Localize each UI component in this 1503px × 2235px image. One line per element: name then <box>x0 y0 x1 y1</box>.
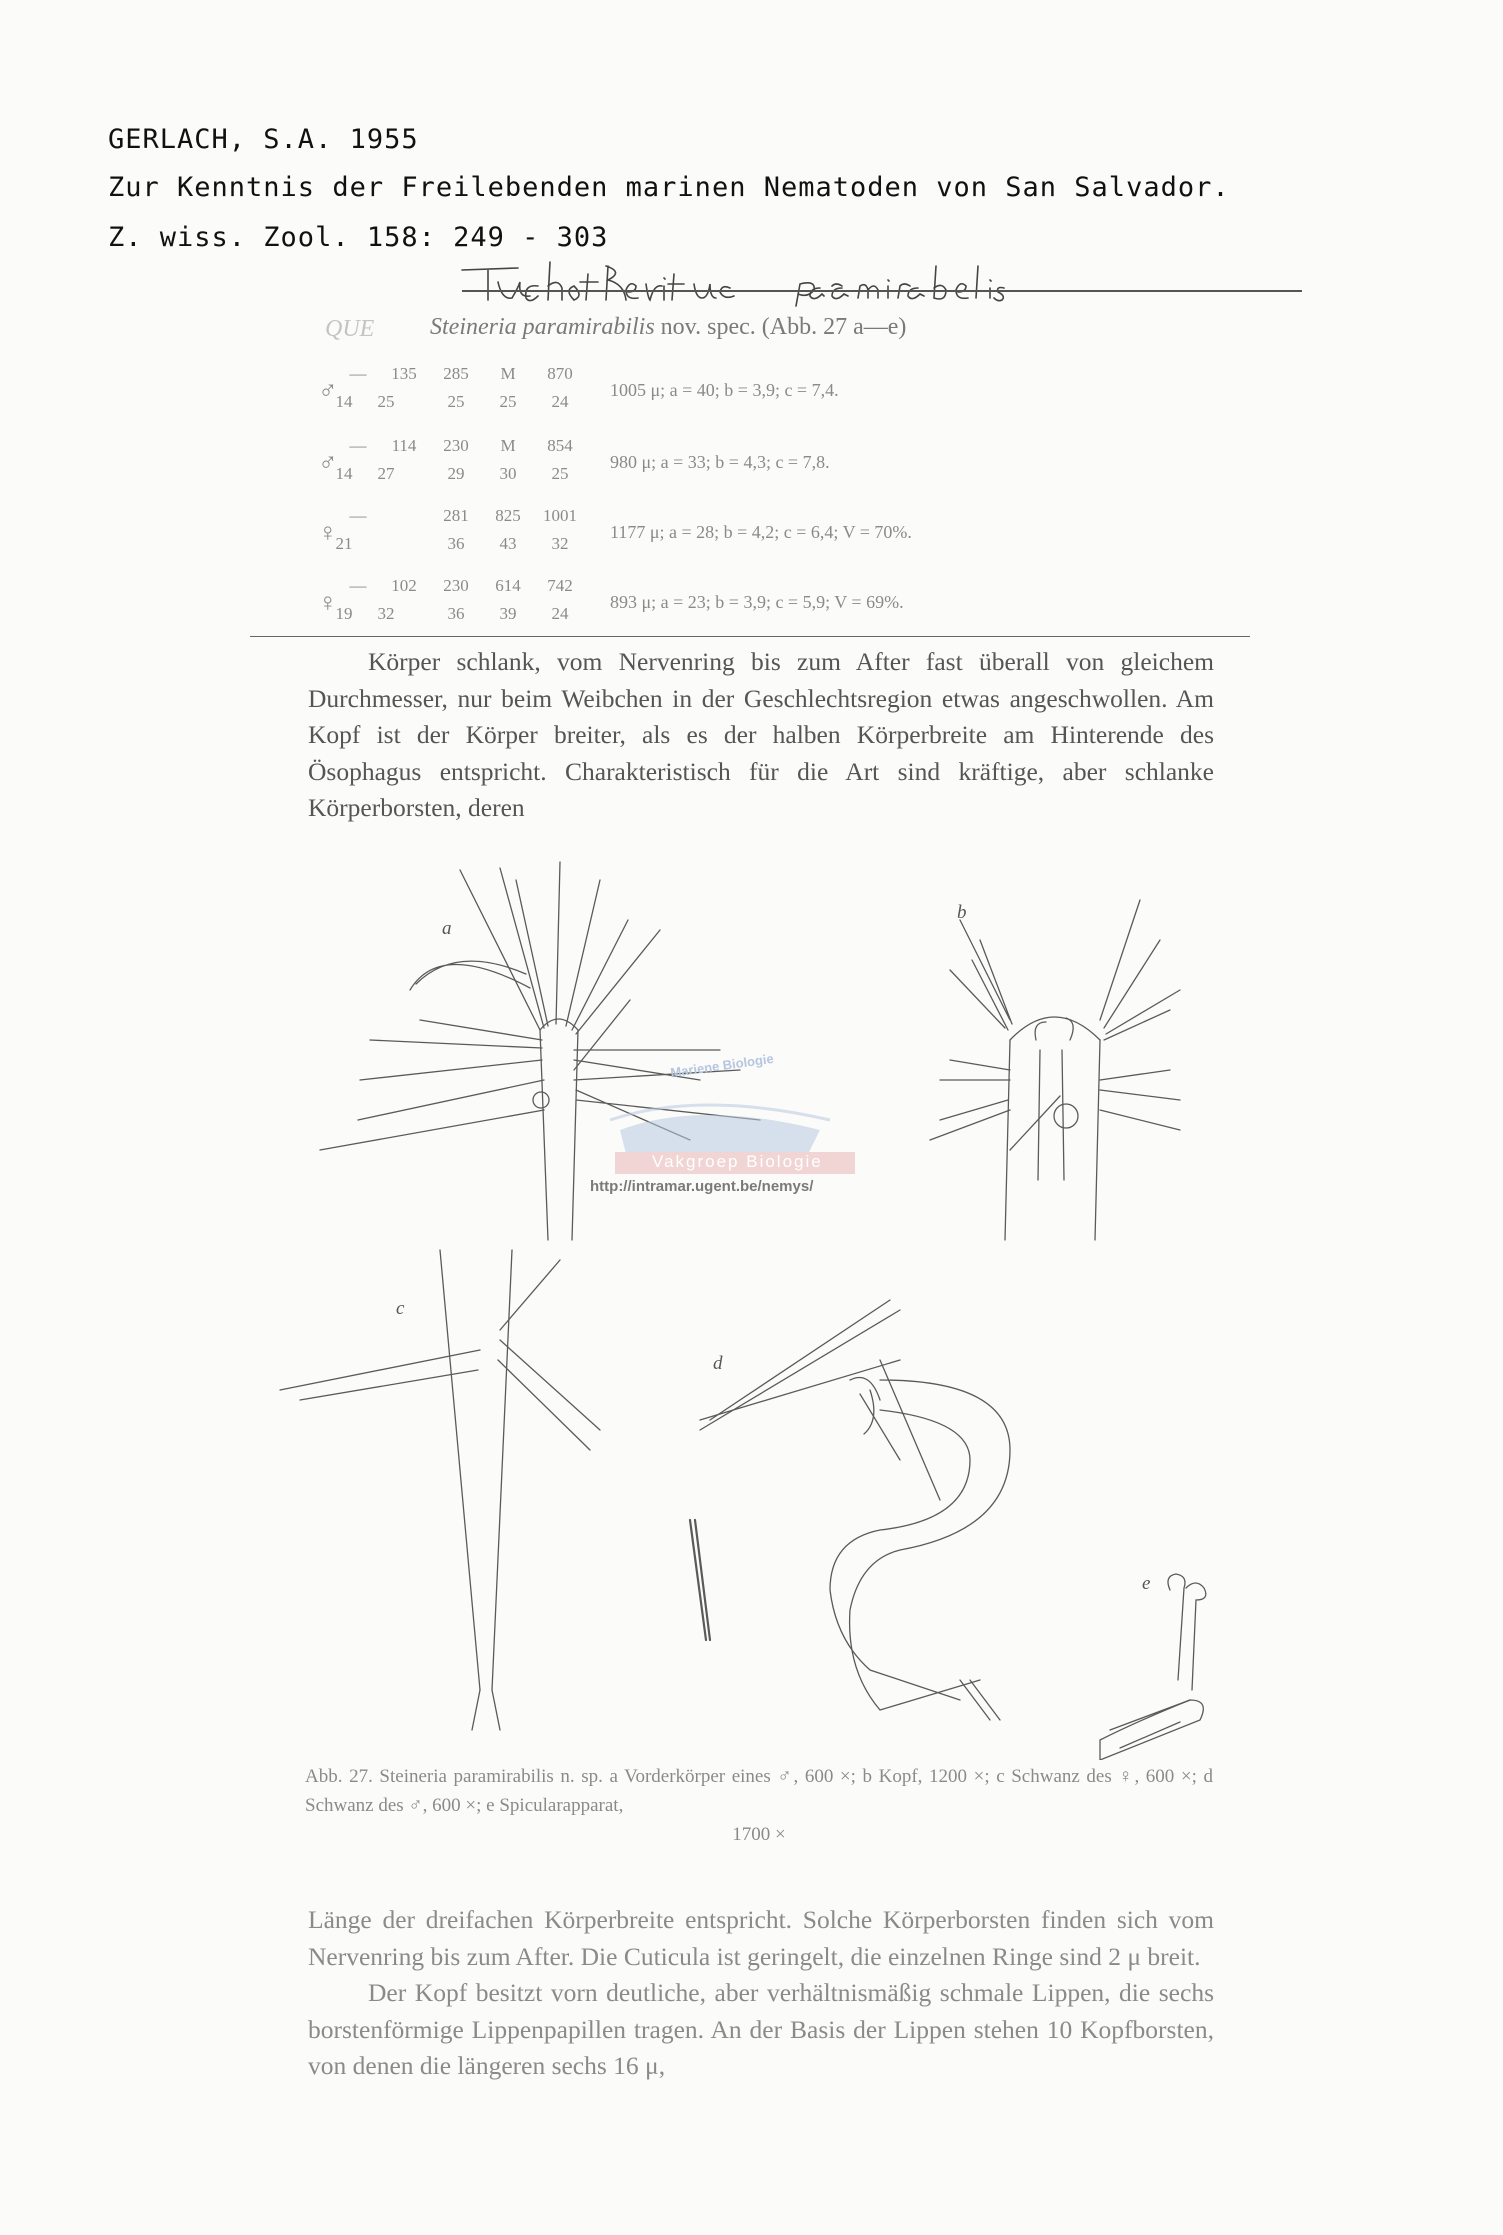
sex-symbol: ♀ <box>318 518 338 547</box>
figure-caption <box>305 1762 1213 1849</box>
measurement-result: 980 μ; a = 33; b = 4,3; c = 7,8. <box>610 452 830 472</box>
measurement-row <box>318 504 1148 566</box>
measurement-cell: — <box>349 364 367 383</box>
measurement-cell: 14 <box>335 392 353 411</box>
figure-label-a: a <box>442 918 452 939</box>
body-paragraph-2 <box>308 1902 1214 2085</box>
author-year-line: GERLACH, S.A. 1955 <box>108 124 419 155</box>
figure-label-b: b <box>957 902 967 923</box>
measurement-cell: 19 <box>335 604 353 623</box>
measurement-cell: 135 <box>391 364 417 383</box>
figure-caption-line: 1700 × <box>732 1824 786 1845</box>
drawing-d-male-tail <box>690 1300 1010 1720</box>
paragraph-text: Der Kopf besitzt vorn deutliche, aber verhältnismäßig schmale Lippen, die sechs borstenförmige Lippenpapillen tragen. An der Basis der Lippen stehen 10 Kopfborsten, von denen die längeren sechs 16 μ, <box>308 1978 1214 2080</box>
paragraph-text: Körper schlank, vom Nervenring bis zum After fast überall von gleichem Durchmesser, nur beim Weibchen in der Geschlechtsregion etwas angeschwollen. Am Kopf ist der Körper breiter, als es der halben Körperbreite am Hinterende des Ösophagus entspricht. Charakteristisch für die Art sind kräftige, aber schlanke Körperborsten, deren <box>308 647 1214 822</box>
watermark-arc-text: Mariene Biologie <box>669 1050 775 1081</box>
drawing-e-spicular-apparatus <box>1100 1574 1206 1760</box>
measurement-cell: 29 <box>447 464 465 483</box>
measurement-cell: — <box>349 576 367 595</box>
measurement-bottom-rule <box>250 636 1250 637</box>
measurement-row <box>318 434 1148 496</box>
measurement-result: 1005 μ; a = 40; b = 3,9; c = 7,4. <box>610 380 839 400</box>
measurement-cell: 21 <box>335 534 353 553</box>
measurement-cell: 281 <box>443 506 469 525</box>
measurement-cell: 43 <box>499 534 517 553</box>
measurement-cell: 854 <box>547 436 573 455</box>
measurement-cell: 25 <box>377 392 395 411</box>
measurement-cell: 36 <box>447 534 465 553</box>
body-paragraph-1 <box>308 644 1214 827</box>
measurement-cell: M <box>500 364 516 383</box>
measurement-cell: 27 <box>377 464 395 483</box>
paper-title: Zur Kenntnis der Freilebenden marinen Nematoden von San Salvador. <box>108 172 1230 203</box>
measurement-cell: 870 <box>547 364 573 383</box>
measurement-cell: M <box>500 436 516 455</box>
measurement-cell: 1001 <box>543 506 577 525</box>
figure-label-c: c <box>396 1298 405 1319</box>
measurement-cell: 825 <box>495 506 521 525</box>
measurement-row <box>318 574 1148 636</box>
figure-label-e: e <box>1142 1573 1151 1594</box>
measurement-cell: 25 <box>499 392 517 411</box>
measurement-cell: 25 <box>447 392 465 411</box>
measurement-cell: 32 <box>377 604 395 623</box>
figure-label-d: d <box>713 1353 723 1374</box>
measurement-cell: 230 <box>443 576 469 595</box>
measurement-cell: 14 <box>335 464 353 483</box>
sex-symbol: ♂ <box>318 448 338 477</box>
journal-citation: Z. wiss. Zool. 158: 249 - 303 <box>108 222 609 253</box>
drawing-b-head <box>930 900 1180 1240</box>
drawing-c-female-tail <box>280 1250 600 1730</box>
sex-symbol: ♂ <box>318 376 338 405</box>
measurement-cell: 114 <box>391 436 417 455</box>
measurement-row <box>318 362 1148 424</box>
figure-drawings <box>0 840 1503 1760</box>
measurement-cell: 32 <box>551 534 569 553</box>
erased-ghost-text: QUE <box>325 316 375 342</box>
measurement-cell: 24 <box>551 392 569 411</box>
measurement-cell: 30 <box>499 464 517 483</box>
figure-caption-line: Abb. 27. Steineria paramirabilis n. sp. a Vorderkörper eines ♂, 600 ×; b Kopf, 1200 ×; c Schwanz des ♀, 600 ×; d Schwanz des ♂, 600 ×; e Spicularapparat, <box>305 1766 1213 1816</box>
measurement-cell: 24 <box>551 604 569 623</box>
measurement-cell: — <box>349 506 367 525</box>
handwritten-species-name <box>458 252 1218 312</box>
measurement-cell: 742 <box>547 576 573 595</box>
watermark-url: http://intramar.ugent.be/nemys/ <box>590 1178 814 1195</box>
paragraph-text: Länge der dreifachen Körperbreite entspricht. Solche Körperborsten finden sich vom Nervenring bis zum After. Die Cuticula ist geringelt, die einzelnen Ringe sind 2 μ breit. <box>308 1905 1214 1971</box>
top-rule <box>462 290 1302 292</box>
watermark-band-text: Vakgroep Biologie <box>652 1152 823 1171</box>
measurement-cell: — <box>349 436 367 455</box>
species-name: Steineria paramirabilis <box>430 314 655 340</box>
measurement-cell: 25 <box>551 464 569 483</box>
measurement-cell: 102 <box>391 576 417 595</box>
sex-symbol: ♀ <box>318 588 338 617</box>
measurement-cell: 39 <box>499 604 517 623</box>
measurement-cell: 614 <box>495 576 521 595</box>
measurement-cell: 285 <box>443 364 469 383</box>
measurement-cell: 36 <box>447 604 465 623</box>
measurement-result: 893 μ; a = 23; b = 3,9; c = 5,9; V = 69%. <box>610 592 904 612</box>
measurement-result: 1177 μ; a = 28; b = 4,2; c = 6,4; V = 70%. <box>610 522 912 542</box>
species-caption-suffix: nov. spec. (Abb. 27 a—e) <box>654 314 907 340</box>
species-caption <box>430 314 906 341</box>
measurement-cell: 230 <box>443 436 469 455</box>
